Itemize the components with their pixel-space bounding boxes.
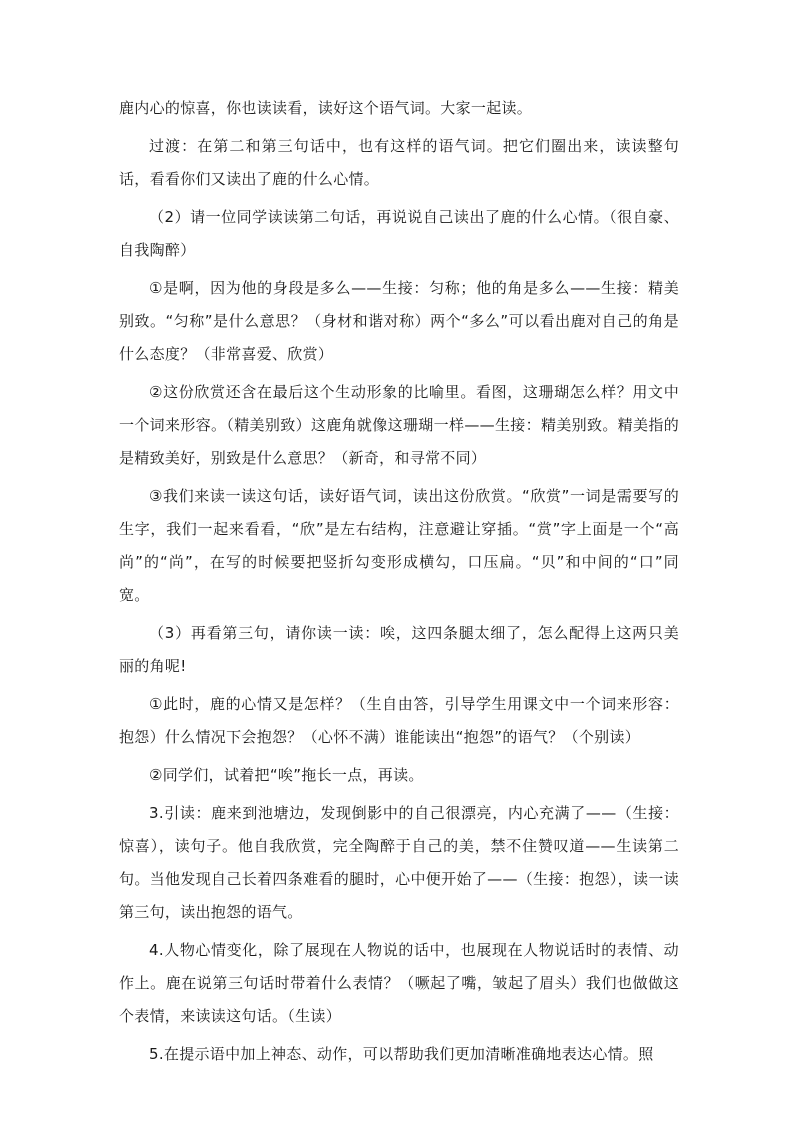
paragraph-6: ③我们来读一读这句话，读好语气词，读出这份欣赏。“欣赏”一词是需要写的生字，我们一起来看看，“欣”是左右结构，注意避让穿插。“赏”字上面是一个“高尚”的“尚”，在写的时候要把竖折勾变形成横勾，口压扁。“贝”和中间的“口”同宽。 [119, 487, 679, 604]
paragraph-8: ①此时，鹿的心情又是怎样？（生自由答，引导学生用课文中一个词来形容：抱怨）什么情况下会抱怨？（心怀不满）谁能读出“抱怨”的语气？（个别读） [119, 695, 679, 746]
paragraph-10: 3.引读：鹿来到池塘边，发现倒影中的自己很漂亮，内心充满了——（生接：惊喜），读句子。他自我欣赏，完全陶醉于自己的美，禁不住赞叹道——生读第二句。当他发现自己长着四条难看的腿时，心中便开始了——（生接：抱怨），读一读第三句，读出抱怨的语气。 [119, 804, 679, 921]
paragraph-3: （2）请一位同学读读第二句话，再说说自己读出了鹿的什么心情。（很自豪、自我陶醉） [119, 208, 679, 259]
paragraph-4: ①是啊，因为他的身段是多么——生接：匀称；他的角是多么——生接：精美别致。“匀称”是什么意思？（身材和谐对称）两个“多么”可以看出鹿对自己的角是什么态度？（非常喜爱、欣赏） [119, 279, 679, 363]
paragraph-11: 4.人物心情变化，除了展现在人物说的话中，也展现在人物说话时的表情、动作上。鹿在说第三句话时带着什么表情？（噘起了嘴，皱起了眉头）我们也做做这个表情，来读读这句话。（生读） [119, 941, 679, 1025]
paragraph-5: ②这份欣赏还含在最后这个生动形象的比喻里。看图，这珊瑚怎么样？用文中一个词来形容。（精美别致）这鹿角就像这珊瑚一样——生接：精美别致。精美指的是精致美好，别致是什么意思？（新奇，和寻常不同） [119, 383, 679, 467]
paragraph-7: （3）再看第三句，请你读一读：唉，这四条腿太细了，怎么配得上这两只美丽的角呢! [119, 624, 679, 675]
document-page [119, 92, 679, 1076]
paragraph-9: ②同学们，试着把“唉”拖长一点，再读。 [149, 766, 424, 784]
paragraph-12: 5.在提示语中加上神态、动作，可以帮助我们更加清晰准确地表达心情。照 [149, 1045, 654, 1063]
paragraph-2: 过渡：在第二和第三句话中，也有这样的语气词。把它们圈出来，读读整句话，看看你们又读出了鹿的什么心情。 [119, 137, 679, 188]
paragraph-1: 鹿内心的惊喜，你也读读看，读好这个语气词。大家一起读。 [119, 99, 533, 117]
